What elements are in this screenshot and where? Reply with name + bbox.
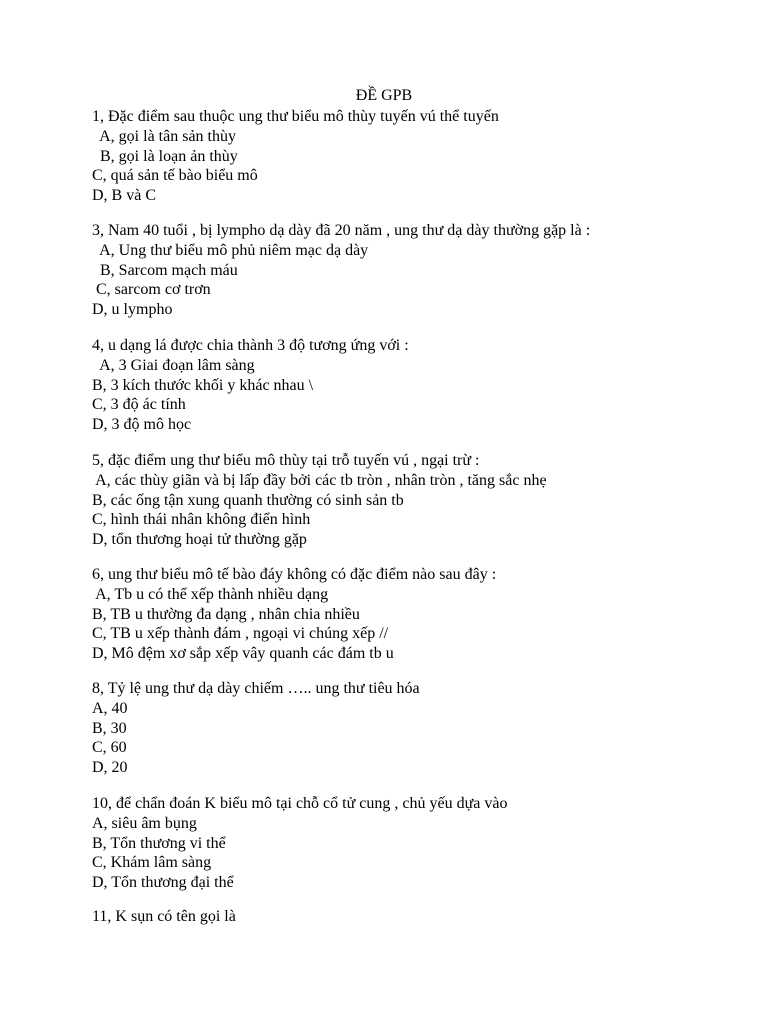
option-b: B, TB u thường đa dạng , nhân chia nhiều [92,605,360,623]
option-d: D, Tổn thương đại thể [92,874,234,892]
option-b: B, Tổn thương vi thể [92,834,226,852]
option-d: D, 3 độ mô học [92,416,192,434]
question-10 [92,794,752,893]
option-b: B, các ống tận xung quanh thường có sinh sản tb [92,491,404,509]
option-b: B, gọi là loạn ản thùy [92,147,238,165]
option-c: C, quá sản tế bào biểu mô [92,167,258,185]
option-c: C, hình thái nhân không điển hình [92,511,311,529]
option-b: B, 30 [92,719,127,737]
option-c: C, 60 [92,739,127,757]
question-text: 5, đặc điểm ung thư biểu mô thùy tại trỗ tuyến vú , ngại trừ : [92,452,480,469]
question-text: 11, K sụn có tên gọi là [92,908,236,925]
question-5 [92,451,752,550]
option-c: C, TB u xếp thành đám , ngoại vi chúng xếp // [92,625,389,643]
option-d: D, 20 [92,759,128,777]
question-3 [92,221,752,320]
option-a: A, Tb u có thể xếp thành nhiều dạng [92,585,329,603]
option-a: A, các thùy giãn và bị lấp đầy bởi các tb tròn , nhân tròn , tăng sắc nhẹ [92,471,547,489]
document-title: ĐỀ GPB [355,87,413,104]
option-a: A, 40 [92,699,128,717]
option-a: A, gọi là tân sản thùy [92,127,236,145]
question-text: 4, u dạng lá được chia thành 3 độ tương ứng với : [92,337,409,354]
question-text: 1, Đặc điểm sau thuộc ung thư biểu mô thùy tuyến vú thể tuyến [92,108,499,125]
option-d: D, Mô đệm xơ sắp xếp vây quanh các đám tb u [92,645,394,663]
question-text: 8, Tỷ lệ ung thư dạ dày chiếm ….. ung thư tiêu hóa [92,680,420,697]
question-11 [92,907,752,927]
question-text: 3, Nam 40 tuổi , bị lympho dạ dày đã 20 năm , ung thư dạ dày thường gặp là : [92,222,591,239]
option-a: A, 3 Giai đoạn lâm sàng [92,356,255,374]
option-a: A, Ung thư biểu mô phủ niêm mạc dạ dày [92,241,369,259]
question-text: 10, để chẩn đoán K biểu mô tại chỗ cổ tử cung , chủ yếu dựa vào [92,795,508,812]
question-4 [92,336,752,435]
question-8 [92,679,752,778]
question-6 [92,565,752,664]
option-c: C, 3 độ ác tính [92,396,186,414]
option-a: A, siêu âm bụng [92,814,197,832]
option-b: B, Sarcom mạch máu [92,261,238,279]
option-d: D, u lympho [92,301,173,319]
option-d: D, B và C [92,187,156,205]
question-text: 6, ung thư biểu mô tế bào đáy không có đặc điểm nào sau đây : [92,566,497,583]
option-b: B, 3 kích thước khối y khác nhau \ [92,376,314,394]
option-c: C, Khám lâm sàng [92,854,212,872]
question-1 [92,107,752,206]
option-d: D, tổn thương hoại tử thường gặp [92,531,307,549]
option-c: C, sarcom cơ trơn [92,281,211,299]
